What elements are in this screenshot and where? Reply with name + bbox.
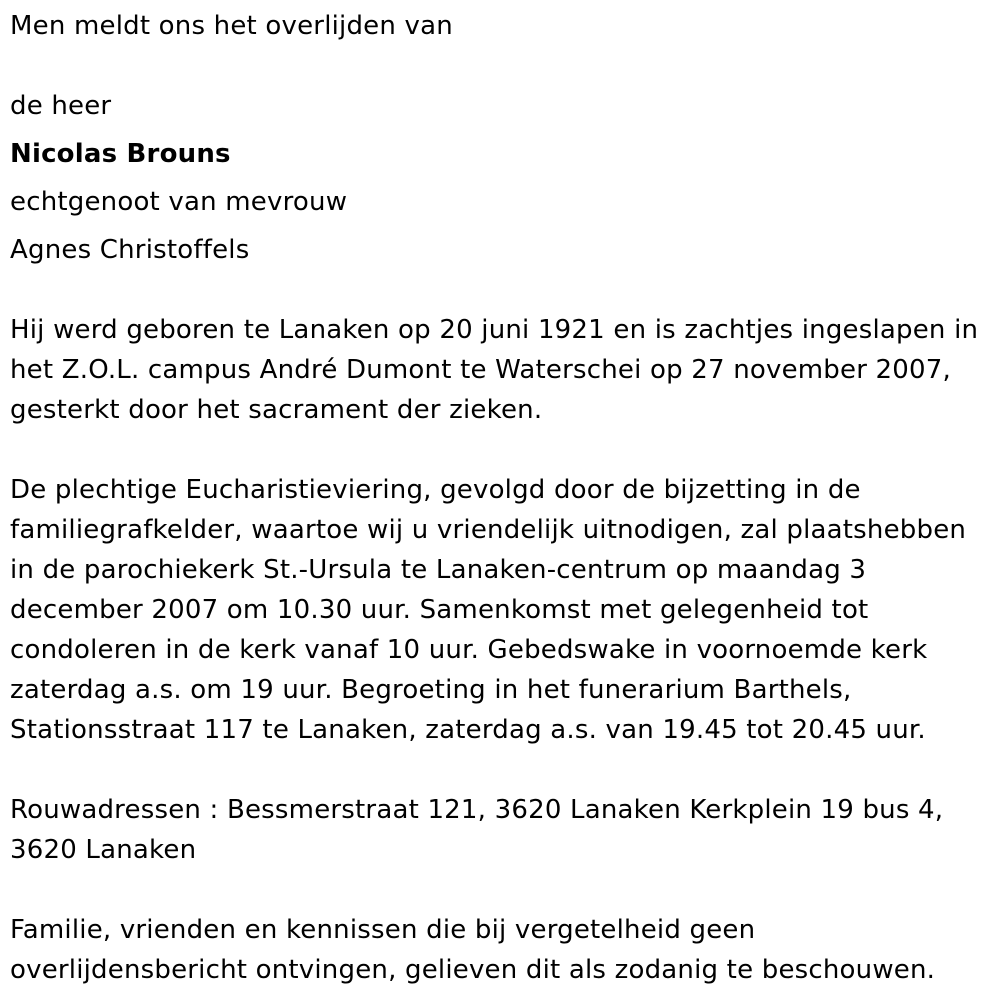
deceased-name: Nicolas Brouns — [10, 139, 231, 169]
blank-line — [10, 750, 985, 790]
title-line: de heer — [10, 91, 112, 121]
paragraph-line: condoleren in de kerk vanaf 10 uur. Gebedswake in voornoemde kerk — [10, 635, 928, 665]
paragraph-line: overlijdensbericht ontvingen, gelieven dit als zodanig te beschouwen. — [10, 955, 936, 985]
spouse-label: echtgenoot van mevrouw — [10, 187, 348, 217]
spouse-name: Agnes Christoffels — [10, 235, 250, 265]
paragraph-line: Familie, vrienden en kennissen die bij vergetelheid geen — [10, 915, 756, 945]
blank-line — [10, 270, 985, 310]
paragraph-line: het Z.O.L. campus André Dumont te Waterschei op 27 november 2007, — [10, 355, 951, 385]
birth-paragraph — [10, 310, 985, 430]
closing-paragraph — [10, 910, 985, 990]
paragraph-line: familiegrafkelder, waartoe wij u vriendelijk uitnodigen, zal plaatshebben — [10, 515, 967, 545]
obituary-notice — [10, 6, 985, 990]
blank-line — [10, 870, 985, 910]
paragraph-line: 3620 Lanaken — [10, 835, 197, 865]
paragraph-line: Rouwadressen : Bessmerstraat 121, 3620 Lanaken Kerkplein 19 bus 4, — [10, 795, 944, 825]
intro-line: Men meldt ons het overlijden van — [10, 11, 453, 41]
paragraph-line: Hij werd geboren te Lanaken op 20 juni 1921 en is zachtjes ingeslapen in — [10, 315, 979, 345]
paragraph-line: Stationsstraat 117 te Lanaken, zaterdag a.s. van 19.45 tot 20.45 uur. — [10, 715, 926, 745]
ceremony-paragraph — [10, 470, 985, 750]
paragraph-line: De plechtige Eucharistieviering, gevolgd door de bijzetting in de — [10, 475, 861, 505]
paragraph-line: zaterdag a.s. om 19 uur. Begroeting in het funerarium Barthels, — [10, 675, 852, 705]
paragraph-line: december 2007 om 10.30 uur. Samenkomst met gelegenheid tot — [10, 595, 869, 625]
address-paragraph — [10, 790, 985, 870]
paragraph-line: in de parochiekerk St.-Ursula te Lanaken-centrum op maandag 3 — [10, 555, 867, 585]
blank-line — [10, 430, 985, 470]
paragraph-line: gesterkt door het sacrament der zieken. — [10, 395, 543, 425]
blank-line — [10, 46, 985, 86]
